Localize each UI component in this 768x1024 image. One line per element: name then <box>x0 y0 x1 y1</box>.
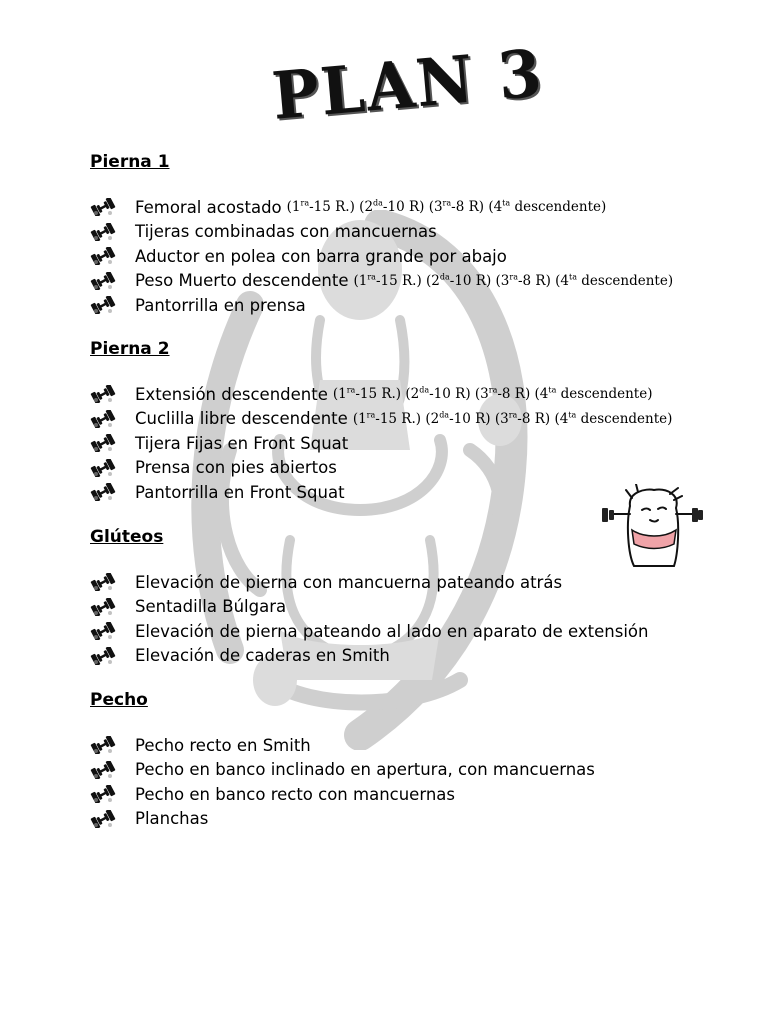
exercise-item <box>90 619 648 644</box>
ordinal-suffix: ra <box>366 410 376 420</box>
ordinal-suffix: ta <box>569 272 577 282</box>
exercise-name: Tijeras combinadas con mancuernas <box>135 222 437 242</box>
exercise-list <box>90 195 673 318</box>
set-reps: descendente) <box>556 386 653 403</box>
exercise-name: Tijera Fijas en Front Squat <box>135 433 349 453</box>
dumbbell-icon <box>90 761 116 779</box>
section-pierna-1 <box>90 151 673 318</box>
exercise-item <box>90 431 672 456</box>
dumbbell-icon <box>90 296 116 314</box>
dumbbell-icon <box>90 483 116 501</box>
dumbbell-icon <box>90 434 116 452</box>
section-heading: Pierna 2 <box>90 339 170 359</box>
exercise-item <box>90 269 673 294</box>
set-scheme <box>287 199 607 215</box>
set-prefix: (3 <box>474 386 489 403</box>
set-reps: -8 R) <box>497 386 531 403</box>
exercise-item <box>90 382 672 407</box>
exercise-item <box>90 293 673 318</box>
ordinal-suffix: da <box>373 198 383 208</box>
section-heading: Pecho <box>90 690 148 710</box>
set-prefix: (4 <box>554 410 569 427</box>
exercise-name: Pantorrilla en prensa <box>135 295 306 315</box>
ordinal-suffix: ra <box>488 385 498 395</box>
set-prefix: (2 <box>425 410 440 427</box>
set-reps: -15 R.) <box>355 386 402 403</box>
exercise-item <box>90 644 648 669</box>
dumbbell-icon <box>90 573 116 591</box>
set-prefix: (3 <box>494 410 509 427</box>
set-prefix: (2 <box>426 272 440 289</box>
exercise-name: Cuclilla libre descendente <box>135 409 348 429</box>
section-heading: Glúteos <box>90 527 164 547</box>
dumbbell-icon <box>90 785 116 803</box>
dumbbell-icon <box>90 598 116 616</box>
dumbbell-icon <box>90 247 116 265</box>
set-scheme <box>354 273 674 289</box>
dumbbell-icon <box>90 410 116 428</box>
set-reps: -15 R.) <box>375 272 422 289</box>
exercise-item <box>90 782 595 807</box>
set-prefix: (1 <box>332 386 347 403</box>
set-reps: -10 R) <box>429 386 471 403</box>
dumbbell-icon <box>90 223 116 241</box>
set-prefix: (4 <box>555 272 570 289</box>
ordinal-suffix: ra <box>509 272 518 282</box>
ordinal-suffix: ta <box>502 198 511 208</box>
set-reps: -10 R) <box>382 199 425 216</box>
set-reps: -10 R) <box>449 410 491 427</box>
set-scheme <box>333 386 653 402</box>
exercise-item <box>90 758 595 783</box>
dumbbell-icon <box>90 622 116 640</box>
exercise-item <box>90 407 672 432</box>
set-prefix: (4 <box>534 386 549 403</box>
ordinal-suffix: ra <box>442 198 452 208</box>
dumbbell-icon <box>90 272 116 290</box>
set-reps: -15 R.) <box>375 410 422 427</box>
ordinal-suffix: da <box>419 385 430 395</box>
dumbbell-icon <box>90 385 116 403</box>
exercise-item <box>90 570 648 595</box>
exercise-name: Planchas <box>135 809 209 829</box>
exercise-item <box>90 220 673 245</box>
set-reps: descendente) <box>577 272 674 289</box>
exercise-name: Sentadilla Búlgara <box>135 597 287 617</box>
set-prefix: (4 <box>488 199 503 216</box>
set-reps: descendente) <box>576 410 673 427</box>
ordinal-suffix: da <box>439 272 450 282</box>
exercise-item <box>90 733 595 758</box>
exercise-name: Elevación de pierna pateando al lado en aparato de extensión <box>135 621 649 641</box>
section-pierna-2 <box>90 338 672 505</box>
set-reps: -8 R) <box>517 272 551 289</box>
exercise-name: Femoral acostado <box>135 197 282 217</box>
exercise-name: Aductor en polea con barra grande por abajo <box>135 246 507 266</box>
set-prefix: (1 <box>353 272 368 289</box>
exercise-list <box>90 570 648 668</box>
set-reps: descendente) <box>510 199 607 216</box>
ordinal-suffix: ta <box>548 385 557 395</box>
set-reps: -10 R) <box>449 272 492 289</box>
set-prefix: (2 <box>359 199 374 216</box>
section-heading: Pierna 1 <box>90 152 170 172</box>
set-prefix: (3 <box>428 199 443 216</box>
set-scheme <box>353 411 673 427</box>
dumbbell-icon <box>90 459 116 477</box>
exercise-name: Peso Muerto descendente <box>135 271 349 291</box>
exercise-name: Elevación de caderas en Smith <box>135 646 390 666</box>
set-prefix: (2 <box>405 386 420 403</box>
exercise-item <box>90 244 673 269</box>
exercise-item <box>90 595 648 620</box>
exercise-list <box>90 382 672 505</box>
ordinal-suffix: ta <box>568 410 577 420</box>
ordinal-suffix: da <box>439 410 450 420</box>
exercise-name: Prensa con pies abiertos <box>135 458 337 478</box>
exercise-list <box>90 733 595 831</box>
exercise-item <box>90 195 673 220</box>
exercise-name: Pecho recto en Smith <box>135 735 311 755</box>
section-gluteos <box>90 526 648 668</box>
dumbbell-icon <box>90 647 116 665</box>
exercise-item <box>90 456 672 481</box>
exercise-name: Pantorrilla en Front Squat <box>135 482 345 502</box>
ordinal-suffix: ra <box>508 410 518 420</box>
dumbbell-icon <box>90 198 116 216</box>
set-reps: -15 R.) <box>309 199 355 216</box>
ordinal-suffix: ra <box>367 272 376 282</box>
set-reps: -8 R) <box>451 199 485 216</box>
exercise-name: Extensión descendente <box>135 384 328 404</box>
exercise-name: Elevación de pierna con mancuerna pateando atrás <box>135 572 563 592</box>
set-prefix: (3 <box>495 272 510 289</box>
set-prefix: (1 <box>286 199 301 216</box>
set-prefix: (1 <box>352 410 367 427</box>
ordinal-suffix: ra <box>346 385 356 395</box>
page-title: PLAN 3 <box>269 34 547 135</box>
exercise-item <box>90 807 595 832</box>
ordinal-suffix: ra <box>300 198 310 208</box>
exercise-item <box>90 480 672 505</box>
section-pecho <box>90 689 595 831</box>
exercise-name: Pecho en banco inclinado en apertura, con mancuernas <box>135 760 595 780</box>
dumbbell-icon <box>90 810 116 828</box>
exercise-name: Pecho en banco recto con mancuernas <box>135 784 455 804</box>
dumbbell-icon <box>90 736 116 754</box>
set-reps: -8 R) <box>517 410 551 427</box>
